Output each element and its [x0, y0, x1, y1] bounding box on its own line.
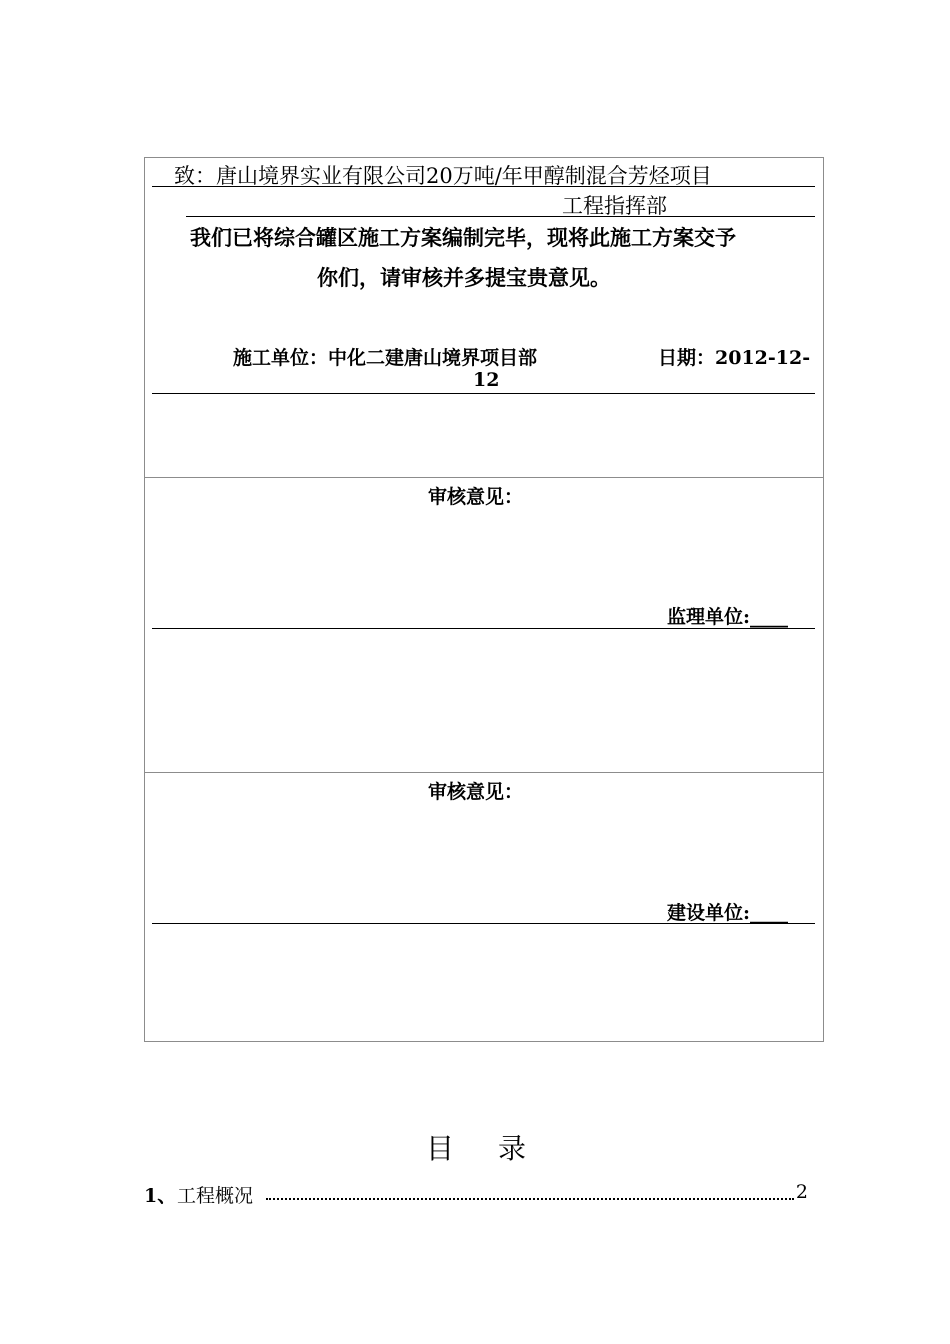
- message-line-2: 你们，请审核并多提宝贵意见。: [317, 265, 611, 290]
- form-row-divider: [144, 477, 824, 478]
- toc-title-char-2: 录: [498, 1132, 527, 1165]
- signature-rule: [152, 393, 815, 394]
- toc-entry-number: 1、: [144, 1185, 177, 1207]
- recipient-line: 致：唐山境界实业有限公司20万吨/年甲醇制混合芳烃项目: [174, 164, 712, 188]
- contractor-label: 施工单位：中化二建唐山境界项目部: [233, 347, 538, 369]
- toc-entry-page: 2: [795, 1181, 808, 1203]
- toc-title-char-1: 目: [426, 1132, 455, 1165]
- recipient-dept: 工程指挥部: [562, 194, 667, 218]
- toc-entry-title: 工程概况: [177, 1185, 254, 1207]
- toc-leader-dots: [266, 1198, 794, 1200]
- owner-unit-label: 建设单位:____: [667, 902, 789, 924]
- review-opinion-label-2: 审核意见：: [428, 781, 524, 803]
- supervisor-unit-label: 监理单位:____: [667, 606, 789, 628]
- toc-entry[interactable]: [144, 1181, 808, 1207]
- date-label: 日期：2012-12-: [658, 347, 811, 369]
- message-line-1: 我们已将综合罐区施工方案编制完毕，现将此施工方案交予: [190, 225, 736, 250]
- form-row-divider: [144, 772, 824, 773]
- dept-underline: [186, 216, 815, 217]
- date-continuation: 12: [473, 369, 500, 391]
- review-opinion-label-1: 审核意见：: [428, 486, 524, 508]
